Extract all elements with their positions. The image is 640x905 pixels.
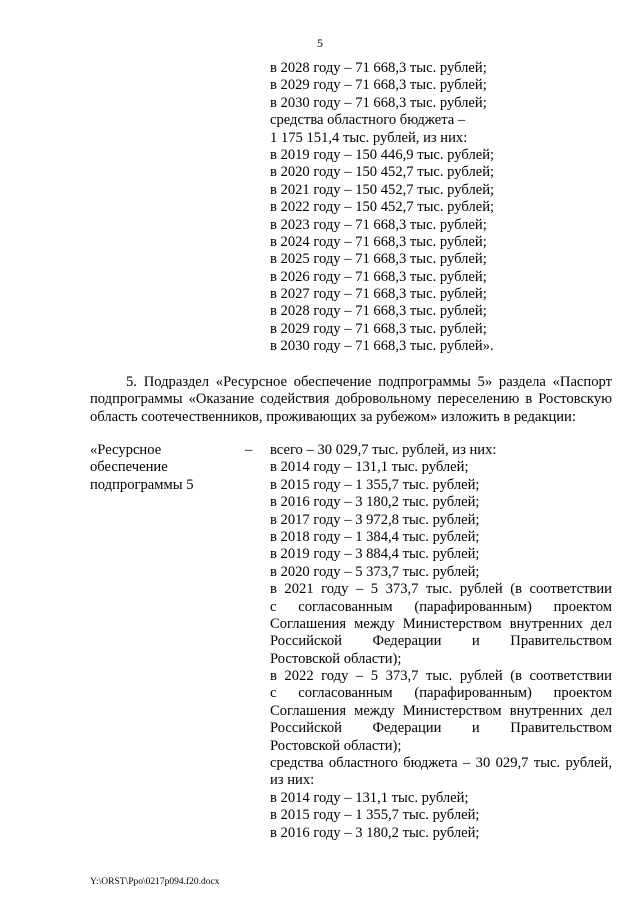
list-item: Ростовской области); — [270, 737, 402, 754]
paragraph-line: подпрограммы «Оказание содействия добровольному переселению в Ростовскую — [90, 391, 612, 408]
list-item: в 2018 году – 1 384,4 тыс. рублей; — [270, 528, 480, 545]
list-item: в 2014 году – 131,1 тыс. рублей; — [270, 789, 469, 806]
list-item: в 2026 году – 71 668,3 тыс. рублей; — [270, 268, 487, 285]
amendment-paragraph — [90, 374, 612, 426]
list-item: в 2028 году – 71 668,3 тыс. рублей; — [270, 60, 487, 76]
list-item: средства областного бюджета – 30 029,7 тыс. рублей, — [270, 755, 612, 772]
separator-dash: – — [245, 442, 253, 458]
list-item: в 2028 году – 71 668,3 тыс. рублей; — [270, 303, 487, 320]
list-item: в 2029 году – 71 668,3 тыс. рублей; — [270, 77, 487, 94]
list-item: в 2015 году – 1 355,7 тыс. рублей; — [270, 476, 480, 493]
list-item: в 2016 году – 3 180,2 тыс. рублей; — [270, 494, 480, 511]
list-item: в 2019 году – 150 446,9 тыс. рублей; — [270, 146, 495, 163]
list-item: Соглашения между Министерством внутренних дел — [270, 615, 612, 632]
list-item: в 2021 году – 5 373,7 тыс. рублей (в соответствии — [270, 581, 612, 598]
label-line: «Ресурсное — [90, 442, 162, 458]
list-item: Российской Федерации и Правительством — [270, 633, 612, 650]
list-item: с согласованным (парафированным) проектом — [270, 685, 612, 702]
list-item: в 2024 году – 71 668,3 тыс. рублей; — [270, 233, 487, 250]
list-item: Российской Федерации и Правительством — [270, 720, 612, 737]
list-item: в 2014 году – 131,1 тыс. рублей; — [270, 459, 469, 476]
list-item: всего – 30 029,7 тыс. рублей, из них: — [270, 442, 497, 458]
list-item: в 2020 году – 150 452,7 тыс. рублей; — [270, 164, 495, 181]
paragraph-line: область соотечественников, проживающих за рубежом» изложить в редакции: — [90, 408, 576, 425]
list-item: в 2017 году – 3 972,8 тыс. рублей; — [270, 511, 480, 528]
file-path-footer: Y:\ORST\Ppo\0217p094.f20.docx — [90, 877, 220, 887]
list-item: в 2022 году – 5 373,7 тыс. рублей (в соответствии — [270, 668, 612, 685]
list-item: в 2019 году – 3 884,4 тыс. рублей; — [270, 546, 480, 563]
funding-continuation-list — [270, 60, 610, 356]
list-item: в 2030 году – 71 668,3 тыс. рублей». — [270, 338, 494, 355]
list-item: 1 175 151,4 тыс. рублей, из них: — [270, 129, 468, 146]
list-item: в 2023 году – 71 668,3 тыс. рублей; — [270, 216, 487, 233]
list-item: в 2029 году – 71 668,3 тыс. рублей; — [270, 320, 487, 337]
label-line: подпрограммы 5 — [90, 476, 194, 493]
list-item: в 2015 году – 1 355,7 тыс. рублей; — [270, 807, 480, 824]
list-item: из них: — [270, 772, 315, 789]
list-item: Соглашения между Министерством внутренних дел — [270, 702, 612, 719]
list-item: в 2021 году – 150 452,7 тыс. рублей; — [270, 181, 495, 198]
resource-funding-list — [270, 442, 612, 842]
list-item: в 2027 году – 71 668,3 тыс. рублей; — [270, 286, 487, 303]
label-line: обеспечение — [90, 459, 168, 476]
list-item: с согласованным (парафированным) проектом — [270, 598, 612, 615]
list-item: в 2020 году – 5 373,7 тыс. рублей; — [270, 563, 480, 580]
list-item: в 2030 году – 71 668,3 тыс. рублей; — [270, 94, 487, 111]
list-item: Ростовской области); — [270, 650, 402, 667]
list-item: средства областного бюджета – — [270, 112, 466, 129]
list-item: в 2025 году – 71 668,3 тыс. рублей; — [270, 251, 487, 268]
resource-label — [90, 442, 240, 494]
paragraph-line: 5. Подраздел «Ресурсное обеспечение подпрограммы 5» раздела «Паспорт — [126, 374, 612, 390]
list-item: в 2022 году – 150 452,7 тыс. рублей; — [270, 199, 495, 216]
list-item: в 2016 году – 3 180,2 тыс. рублей; — [270, 824, 480, 841]
page-number: 5 — [317, 36, 323, 50]
